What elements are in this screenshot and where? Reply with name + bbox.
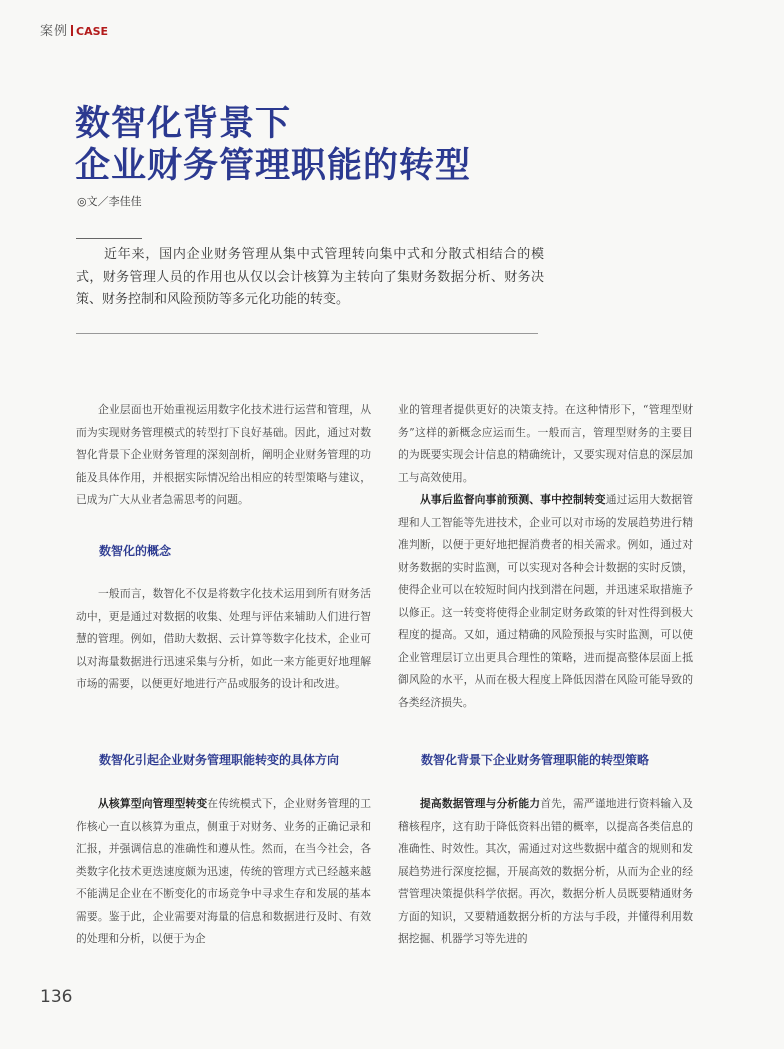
section-label-text: 案例 bbox=[40, 24, 69, 39]
article-title-line2: 企业财务管理职能的转型 bbox=[75, 146, 472, 186]
paragraph: 企业层面也开始重视运用数字化技术进行运营和管理，从而为实现财务管理模式的转型打下良好基础。因此，通过对数智化背景下企业财务管理的深刻剖析，阐明企业财务管理的功能及具体作用，并根据实际情况给出相应的转型策略与建议，已成为广大从业者急需思考的问题。 bbox=[76, 403, 371, 506]
page-number: 136 bbox=[40, 987, 73, 1007]
paragraph-body: 通过运用大数据管理和人工智能等先进技术，企业可以对市场的发展趋势进行精准判断，以便于更好地把握消费者的相关需求。例如，通过对财务数据的实时监测，可以实现对各种会计数据的实时反馈，使得企业可以在较短时间内找到潜在问题，并迅速采取措施予以修正。这一转变将使得企业制定财务政策的针对性得到极大程度的提高。又如，通过精确的风险预报与实时监测，可以使企业管理层订立出更具合理性的策略，进而提高整体层面上抵御风险的水平，从而在极大程度上降低因潜在风险可能导致的各类经济损失。 bbox=[398, 493, 694, 709]
paragraph bbox=[398, 793, 693, 951]
author-byline: ◎文／李佳佳 bbox=[77, 195, 142, 208]
paragraph-lead: 从事后监督向事前预测、事中控制转变 bbox=[420, 493, 606, 506]
abstract: 近年来，国内企业财务管理从集中式管理转向集中式和分散式相结合的模式，财务管理人员的作用也从仅以会计核算为主转向了集财务数据分析、财务决策、财务控制和风险预防等多元化功能的转变。 bbox=[76, 247, 544, 307]
paragraph-body: 在传统模式下，企业财务管理的工作核心一直以核算为重点，侧重于对财务、业务的正确记录和汇报，并强调信息的准确性和遵从性。然而，在当今社会，各类数字化技术更迭速度颇为迅速，传统的管理方式已经越来越不能满足企业在不断变化的市场竞争中寻求生存和发展的基本需要。鉴于此，企业需要对海量的信息和数据进行及时、有效的处理和分析，以便于为企 bbox=[76, 797, 372, 945]
case-label: CASE bbox=[76, 25, 109, 38]
section-label bbox=[40, 20, 108, 39]
article-title-line1: 数智化背景下 bbox=[75, 104, 292, 144]
section-divider bbox=[71, 25, 73, 36]
paragraph bbox=[76, 793, 371, 951]
paragraph bbox=[398, 489, 693, 714]
paragraph: 一般而言，数智化不仅是将数字化技术运用到所有财务活动中，更是通过对数据的收集、处理与评估来辅助人们进行智慧的管理。例如，借助大数据、云计算等数字化技术，企业可以对海量数据进行迅速采集与分析，如此一来方能更好地理解市场的需要，以便更好地进行产品或服务的设计和改进。 bbox=[76, 587, 371, 690]
right-column-top bbox=[398, 399, 693, 714]
heading-concept: 数智化的概念 bbox=[99, 544, 172, 558]
paragraph: 业的管理者提供更好的决策支持。在这种情形下，“管理型财务”这样的新概念应运而生。一般而言，管理型财务的主要目的为既要实现会计信息的精确统计，又要实现对信息的深层加工与高效使用。 bbox=[398, 403, 693, 484]
left-intro bbox=[76, 399, 371, 512]
paragraph-body: 首先，需严谨地进行资料输入及稽核程序，这有助于降低资料出错的概率，以提高各类信息的准确性、时效性。其次，需通过对这些数据中蕴含的规则和发展趋势进行深度挖掘，开展高效的数据分析，从而为企业的经营管理决策提供科学依据。再次，数据分析人员既要精通财务方面的知识，又要精通数据分析的方法与手段，并懂得利用数据挖掘、机器学习等先进的 bbox=[398, 797, 694, 945]
heading-direction: 数智化引起企业财务管理职能转变的具体方向 bbox=[99, 753, 340, 767]
left-transform bbox=[76, 793, 371, 951]
left-concept bbox=[76, 583, 371, 696]
heading-strategy: 数智化背景下企业财务管理职能的转型策略 bbox=[421, 753, 650, 767]
paragraph-lead: 提高数据管理与分析能力 bbox=[420, 797, 541, 810]
abstract-bottom-rule bbox=[76, 333, 538, 334]
right-strategy bbox=[398, 793, 693, 951]
paragraph-lead: 从核算型向管理型转变 bbox=[98, 797, 208, 810]
abstract-top-rule bbox=[76, 238, 142, 239]
